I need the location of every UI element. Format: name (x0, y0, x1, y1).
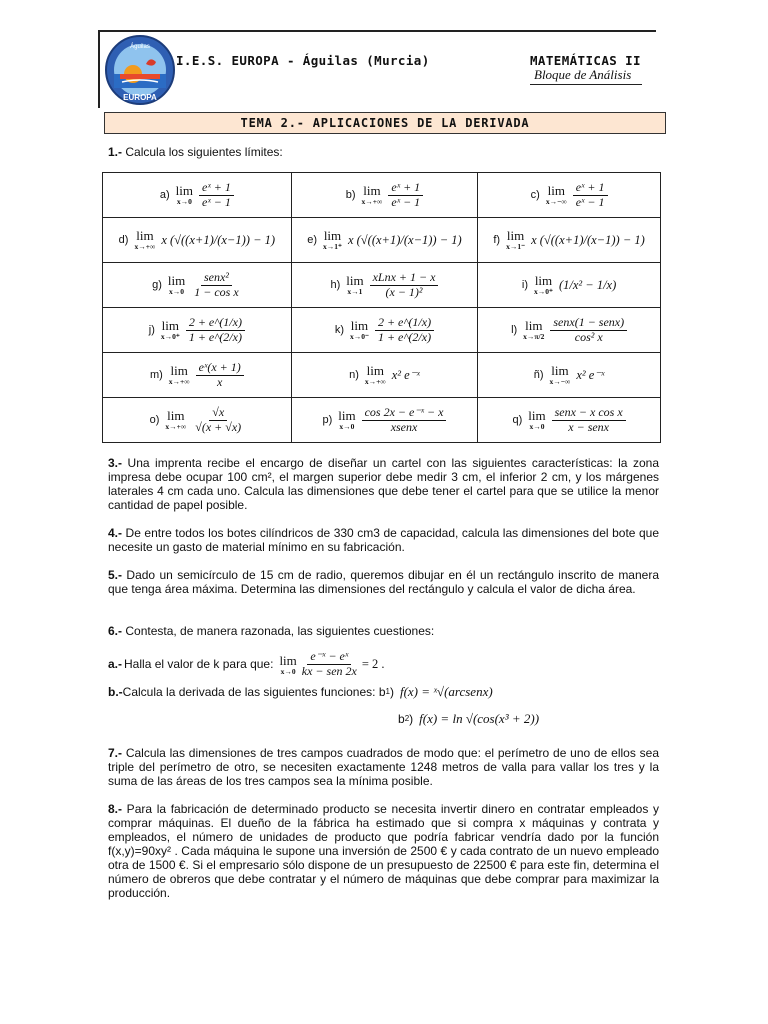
question-6-number: 6.- (108, 624, 123, 638)
limit-exercise (322, 406, 446, 435)
question-6 (108, 624, 659, 638)
logo-bottom-text: EUROPA (123, 93, 157, 102)
limit-operator (161, 319, 180, 341)
limit-label: j) (148, 324, 155, 336)
b2-close: ) (409, 712, 414, 726)
question-7 (108, 746, 659, 788)
limit-cell (103, 218, 292, 263)
question-3-text: Una imprenta recibe el encargo de diseñar un cartel con las siguientes características: la zona impresa debe ocupar 100 cm², el margen superior debe medir 3 cm, el inferior 2 cm, y los márgenes laterales 4 cm cada uno. Calcula las dimensiones que debe tener el cartel para que se utilice la menor cantidad de papel posible. (108, 456, 659, 512)
limit-label: q) (512, 414, 523, 426)
limit-fraction (550, 316, 627, 345)
fraction-denominator: x (217, 374, 223, 389)
fraction-numerator: eˣ(x + 1) (196, 361, 244, 376)
fraction-numerator: eˣ + 1 (388, 181, 423, 196)
limit-expression: x (√((x+1)/(x−1)) − 1) (347, 232, 462, 247)
lim-word: lim (346, 273, 364, 289)
limit-label: l) (511, 324, 518, 336)
lim-subscript: x→0⁺ (534, 287, 553, 297)
limit-exercise (150, 361, 244, 390)
limit-label: f) (493, 234, 501, 246)
lim-subscript: x→0 (169, 287, 185, 297)
question-5-number: 5.- (108, 568, 123, 582)
logo-top-text: Águilas (130, 44, 150, 50)
limit-exercise (349, 364, 420, 386)
limits-row (103, 173, 661, 218)
page-title: TEMA 2.- APLICACIONES DE LA DERIVADA (104, 112, 666, 134)
question-6b2 (398, 712, 539, 726)
question-6b (108, 685, 493, 699)
limit-operator (346, 274, 363, 296)
lim-word: lim (136, 228, 154, 244)
lim-word: lim (161, 318, 180, 334)
fraction-numerator: senx² (201, 271, 232, 286)
limit-exercise (307, 229, 461, 251)
question-6a (108, 650, 385, 679)
fraction-denominator: (x − 1)² (385, 284, 423, 299)
fraction-numerator: eˣ + 1 (199, 181, 234, 196)
limit-cell (291, 353, 477, 398)
limit-operator (506, 229, 525, 251)
limit-exercise (160, 181, 234, 210)
lim-word: lim (547, 183, 565, 199)
question-6b1-expression: f(x) = ˣ√(arcsenx) (399, 684, 493, 699)
b1-subscript: 1 (385, 687, 390, 696)
fraction-denominator: eˣ − 1 (575, 194, 605, 209)
fraction-denominator: 1 + e^(2/x) (377, 329, 432, 344)
limit-cell (478, 353, 661, 398)
lim-word: lim (323, 228, 342, 244)
limit-operator (165, 409, 186, 431)
fraction-denominator: x − senx (568, 419, 610, 434)
question-7-number: 7.- (108, 746, 123, 760)
limit-operator (169, 364, 190, 386)
limit-fraction (375, 316, 434, 345)
limit-exercise (149, 316, 245, 345)
lim-subscript: x→1⁻ (506, 242, 526, 252)
question-4-text: De entre todos los botes cilíndricos de 330 cm3 de capacidad, calcula las dimensiones del bote que necesite un gasto de material mínimo en su fabricación. (108, 526, 659, 554)
limit-operator (362, 184, 383, 206)
question-6a-fraction (299, 650, 360, 679)
question-6a-text: Halla el valor de k para que: (124, 657, 274, 672)
lim-word: lim (170, 363, 188, 379)
limits-row (103, 353, 661, 398)
limit-cell (291, 173, 477, 218)
lim-word: lim (279, 652, 297, 668)
limit-label: k) (334, 324, 344, 336)
fraction-numerator: e⁻ˣ − eˣ (307, 650, 351, 665)
question-3-number: 3.- (108, 456, 123, 470)
limit-cell (291, 218, 477, 263)
lim-subscript: x→−∞ (545, 197, 567, 207)
limit-expression: (1/x² − 1/x) (558, 277, 617, 292)
header-frame-horizontal (98, 30, 656, 32)
lim-subscript: x→0⁺ (160, 332, 180, 342)
lim-subscript: x→1⁺ (323, 242, 342, 252)
limit-operator (365, 364, 386, 386)
limit-fraction (370, 271, 439, 300)
limit-cell (478, 398, 661, 443)
limit-label: h) (330, 279, 341, 291)
limit-operator (323, 229, 342, 251)
question-6b2-expression: f(x) = ln √(cos(x³ + 2)) (419, 711, 540, 726)
limit-exercise (511, 316, 627, 345)
limit-operator (350, 319, 369, 341)
lim-subscript: x→0 (176, 197, 192, 207)
limit-label: d) (118, 234, 129, 246)
fraction-denominator: xsenx (390, 419, 418, 434)
fraction-denominator: √(x + √x) (195, 419, 242, 434)
limit-exercise (119, 229, 275, 251)
question-4 (108, 526, 659, 554)
limit-operator (176, 184, 193, 206)
limit-fraction (191, 271, 241, 300)
question-4-number: 4.- (108, 526, 123, 540)
limit-label: n) (349, 369, 359, 381)
limit-label: a) (159, 189, 170, 201)
lim-subscript: x→+∞ (168, 377, 190, 387)
question-6b-text: Calcula la derivada de las siguientes funciones: b (122, 685, 386, 699)
limit-cell (478, 263, 661, 308)
lim-word: lim (350, 318, 369, 334)
limit-exercise (534, 364, 605, 386)
fraction-numerator: senx − x cos x (552, 406, 626, 421)
question-6a-lim (279, 654, 296, 676)
limit-label: p) (322, 414, 333, 426)
lim-subscript: x→0⁻ (349, 332, 369, 342)
limit-cell (291, 398, 477, 443)
limit-expression: x (√((x+1)/(x−1)) − 1) (531, 232, 645, 247)
question-6-text: Contesta, de manera razonada, las siguientes cuestiones: (122, 624, 435, 638)
fraction-numerator: xLnx + 1 − x (370, 271, 439, 286)
limit-exercise (493, 229, 644, 251)
limit-cell (478, 218, 661, 263)
fraction-numerator: √x (209, 406, 227, 421)
limit-exercise (531, 181, 608, 210)
question-5 (108, 568, 659, 596)
question-1-number: 1.- (108, 145, 123, 159)
limit-exercise (335, 316, 434, 345)
lim-subscript: x→+∞ (364, 377, 386, 387)
limit-cell (103, 308, 292, 353)
question-6a-equals: = 2 . (361, 657, 385, 672)
fraction-denominator: cos² x (574, 329, 603, 344)
fraction-denominator: eˣ − 1 (202, 194, 231, 209)
lim-subscript: x→+∞ (165, 422, 187, 432)
question-1-text: Calcula los siguientes límites: (122, 145, 283, 159)
fraction-numerator: senx(1 − senx) (550, 316, 627, 331)
lim-subscript: x→+∞ (134, 242, 156, 252)
limits-row (103, 263, 661, 308)
limit-exercise (522, 274, 616, 296)
lim-subscript: x→0 (339, 422, 355, 432)
limit-fraction (388, 181, 423, 210)
lim-subscript: x→0 (529, 422, 545, 432)
limit-cell (103, 173, 292, 218)
fraction-numerator: eˣ + 1 (573, 181, 608, 196)
school-name: I.E.S. EUROPA - Águilas (Murcia) (176, 53, 430, 68)
limits-row (103, 308, 661, 353)
fraction-numerator: 2 + e^(1/x) (186, 316, 245, 331)
limit-label: g) (152, 279, 162, 291)
limit-label: c) (530, 189, 540, 201)
limit-exercise (512, 406, 625, 435)
b2-label: b (398, 712, 405, 726)
limit-fraction (362, 406, 447, 435)
limit-operator (523, 319, 544, 341)
lim-word: lim (506, 228, 525, 244)
lim-subscript: x→π/2 (523, 332, 545, 342)
fraction-denominator: kx − sen 2x (301, 663, 357, 678)
lim-subscript: x→1 (347, 287, 363, 297)
lim-subscript: x→0 (280, 666, 296, 676)
limit-fraction (199, 181, 234, 210)
limit-exercise (152, 271, 242, 300)
limit-cell (291, 308, 477, 353)
limit-cell (478, 308, 661, 353)
lim-word: lim (528, 408, 546, 424)
limit-fraction (192, 406, 244, 435)
limit-label: o) (149, 414, 160, 426)
limit-operator (168, 274, 185, 296)
fraction-denominator: 1 + e^(2/x) (188, 329, 242, 344)
limit-exercise (330, 271, 438, 300)
limit-operator (338, 409, 355, 431)
header-frame-vertical (98, 30, 100, 108)
limit-operator (528, 409, 545, 431)
question-6b-label: b.- (108, 685, 123, 699)
lim-word: lim (551, 363, 569, 379)
limits-table (102, 172, 661, 443)
lim-word: lim (534, 273, 553, 289)
question-6a-label: a.- (108, 657, 123, 672)
limit-expression: x (√((x+1)/(x−1)) − 1) (161, 232, 276, 247)
limit-exercise (346, 181, 423, 210)
limit-cell (103, 353, 292, 398)
limit-fraction (552, 406, 626, 435)
fraction-numerator: cos 2x − e⁻ˣ − x (362, 406, 447, 421)
fraction-denominator: eˣ − 1 (391, 194, 421, 209)
limit-expression: x² e⁻ˣ (391, 368, 420, 382)
lim-word: lim (167, 408, 185, 424)
fraction-numerator: 2 + e^(1/x) (375, 316, 434, 331)
limit-fraction (186, 316, 245, 345)
question-3 (108, 456, 659, 512)
lim-word: lim (175, 183, 194, 199)
limit-operator (549, 364, 570, 386)
lim-word: lim (167, 273, 186, 289)
limit-exercise (150, 406, 245, 435)
block-underline (530, 84, 642, 85)
question-8 (108, 802, 659, 900)
question-8-text: Para la fabricación de determinado producto se necesita invertir dinero en contratar empleados y comprar máquinas. El dueño de la fábrica ha estimado que si compra x máquinas y contrata y empleados, el número de unidades de producto que podría fabricar vendría dado por la función f(x,y)=90xy² . Cada máquina le supone una inversión de 2500 € y cada contrato de un nuevo empleado otra de 1500 €. Si el empresario sólo dispone de un presupuesto de 22500 € para este fin, determina el número de obreros que debe contratar y el número de máquinas que debe comprar para maximizar la producción. (108, 802, 659, 900)
question-1 (108, 145, 283, 159)
limit-fraction (573, 181, 608, 210)
limit-expression: x² e⁻ˣ (576, 368, 605, 382)
limits-row (103, 398, 661, 443)
b2-subscript: 2 (404, 714, 410, 723)
lim-word: lim (525, 318, 543, 334)
limit-cell (291, 263, 477, 308)
limit-operator (546, 184, 567, 206)
lim-word: lim (363, 183, 381, 199)
fraction-denominator: 1 − cos x (194, 284, 239, 299)
limit-label: ñ) (533, 369, 544, 381)
subject-name: MATEMÁTICAS II (530, 53, 641, 68)
question-5-text: Dado un semicírculo de 15 cm de radio, queremos dibujar en él un rectángulo inscrito de manera que tenga área máxima. Determina las dimensiones del rectángulo y calcula el valor de dicha área. (108, 568, 659, 596)
school-logo (102, 34, 178, 106)
lim-subscript: x→−∞ (549, 377, 571, 387)
limit-cell (103, 398, 292, 443)
limit-fraction (196, 361, 244, 390)
question-8-number: 8.- (108, 802, 123, 816)
block-name: Bloque de Análisis (534, 67, 632, 82)
question-7-text: Calcula las dimensiones de tres campos cuadrados de modo que: el perímetro de uno de ellos sea triple del perímetro de otro, se necesiten exactamente 1248 metros de valla para vallar los tres y la suma de las áreas de los tres campos sea la mínima posible. (108, 746, 659, 788)
limit-cell (478, 173, 661, 218)
limit-cell (103, 263, 292, 308)
limit-label: b) (345, 189, 356, 201)
b1-close: ) (389, 685, 394, 699)
limit-label: e) (307, 234, 317, 246)
lim-word: lim (366, 363, 384, 379)
lim-subscript: x→+∞ (361, 197, 383, 207)
lim-word: lim (338, 408, 356, 424)
limit-operator (534, 274, 553, 296)
limit-operator (134, 229, 155, 251)
limit-label: i) (521, 279, 528, 291)
limits-row (103, 218, 661, 263)
limit-label: m) (149, 369, 163, 381)
